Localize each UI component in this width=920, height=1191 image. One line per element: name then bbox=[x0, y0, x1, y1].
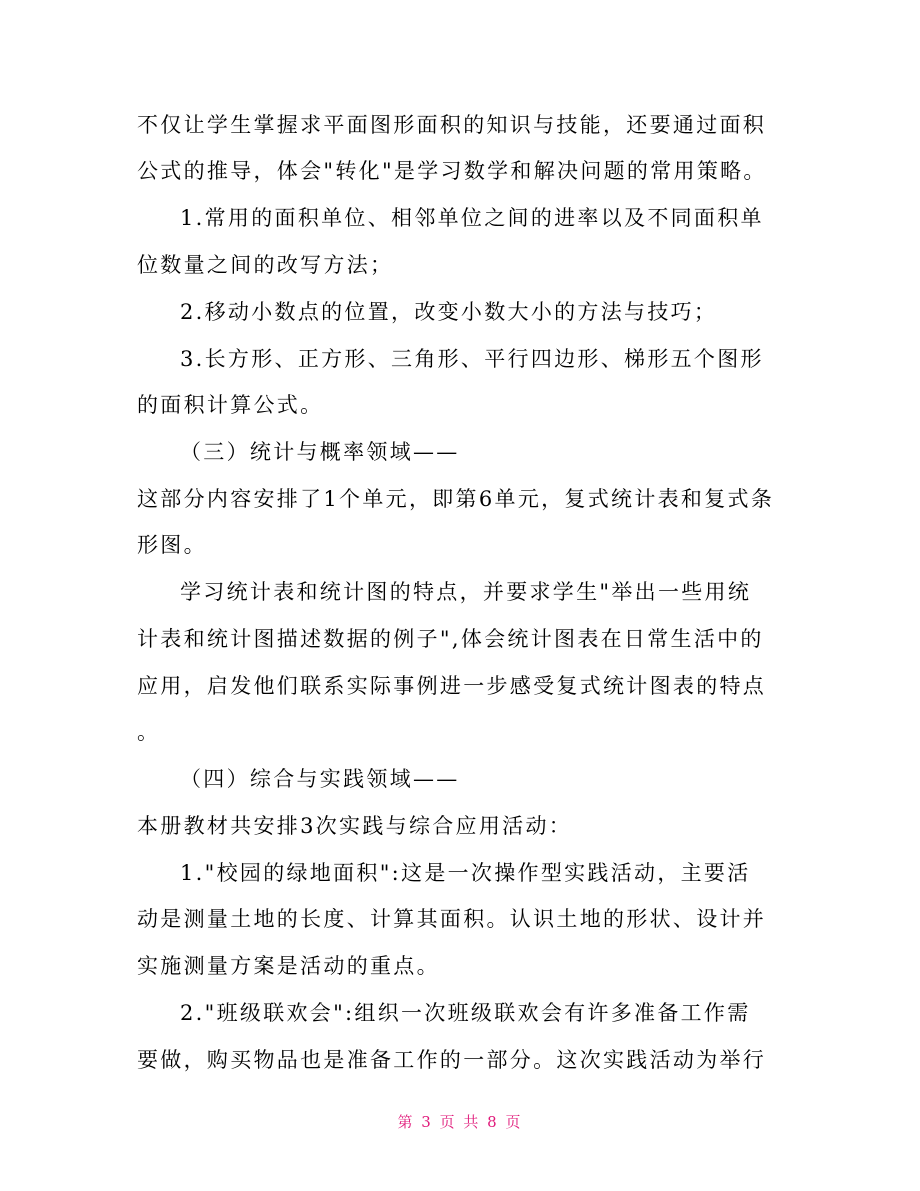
list-item: 1.常用的面积单位、相邻单位之间的进率以及不同面积单 bbox=[180, 206, 764, 230]
text-line: 形图。 bbox=[137, 533, 207, 557]
text-line: 位数量之间的改写方法； bbox=[137, 253, 394, 277]
text-line: 的面积计算公式。 bbox=[137, 393, 324, 417]
section-heading: （三）统计与概率领域—— bbox=[180, 440, 460, 464]
text-line: 学习统计表和统计图的特点，并要求学生"举出一些用统 bbox=[180, 580, 752, 604]
text-line: 动是测量土地的长度、计算其面积。认识土地的形状、设计并 bbox=[137, 907, 767, 931]
text-line: 。 bbox=[137, 720, 161, 744]
text-line: 公式的推导，体会"转化"是学习数学和解决问题的常用策略。 bbox=[137, 159, 767, 183]
text-line: 应用，启发他们联系实际事例进一步感受复式统计图表的特点 bbox=[137, 674, 767, 698]
text-line: 实施测量方案是活动的重点。 bbox=[137, 954, 440, 978]
section-heading: （四）综合与实践领域—— bbox=[180, 767, 460, 791]
list-item: 2.移动小数点的位置，改变小数大小的方法与技巧； bbox=[180, 300, 718, 324]
list-item: 2."班级联欢会":组织一次班级联欢会有许多准备工作需 bbox=[180, 1001, 751, 1025]
text-line: 本册教材共安排3次实践与综合应用活动： bbox=[137, 814, 573, 838]
text-line: 不仅让学生掌握求平面图形面积的知识与技能，还要通过面积 bbox=[137, 113, 767, 137]
text-line: 计表和统计图描述数据的例子",体会统计图表在日常生活中的 bbox=[137, 627, 764, 651]
list-item: 3.长方形、正方形、三角形、平行四边形、梯形五个图形 bbox=[180, 347, 764, 371]
page-number-footer: 第 3 页 共 8 页 bbox=[397, 1113, 523, 1131]
list-item: 1."校园的绿地面积":这是一次操作型实践活动，主要活 bbox=[180, 861, 751, 885]
text-line: 这部分内容安排了1个单元，即第6单元，复式统计表和复式条 bbox=[137, 487, 775, 511]
text-line: 要做，购买物品也是准备工作的一部分。这次实践活动为举行 bbox=[137, 1048, 767, 1072]
